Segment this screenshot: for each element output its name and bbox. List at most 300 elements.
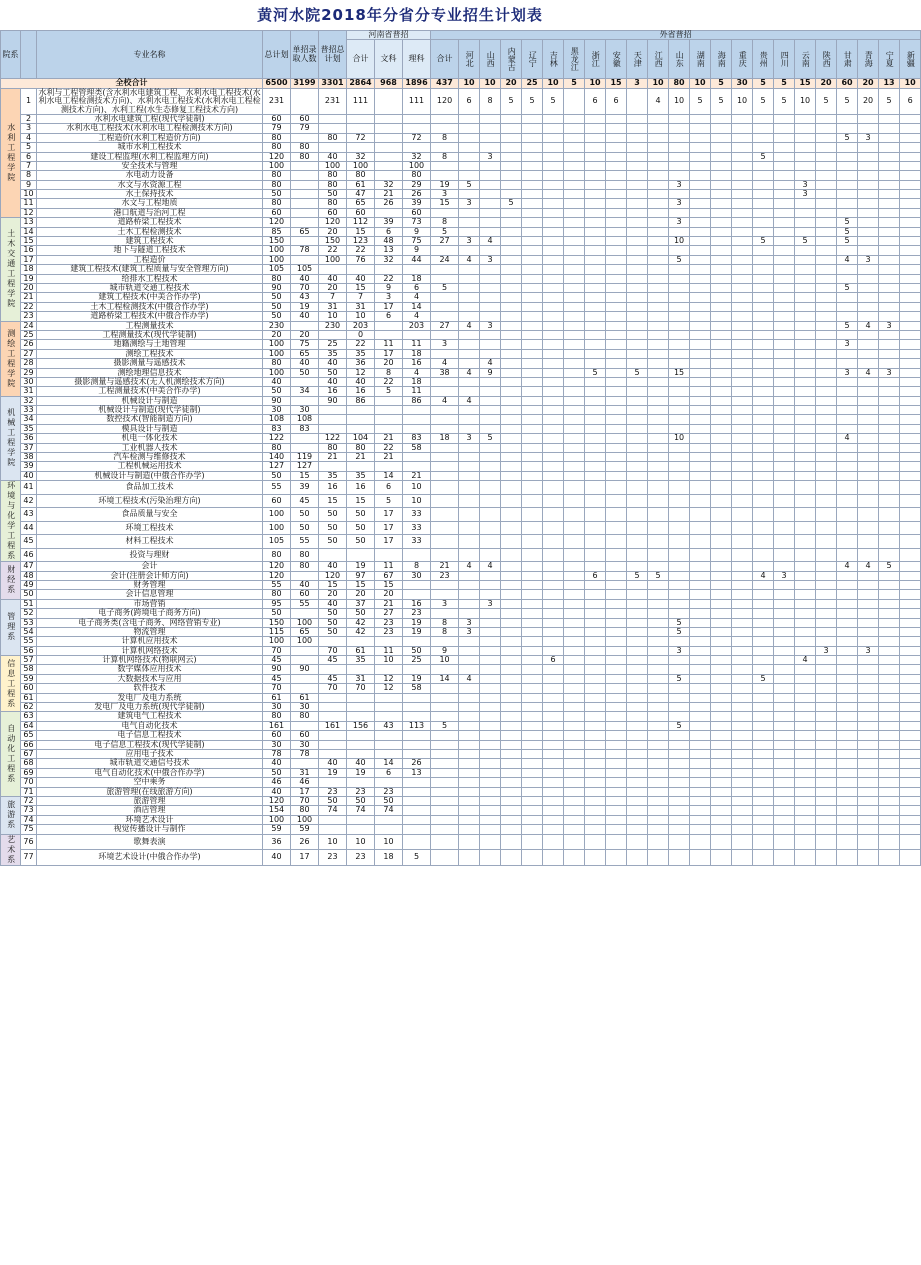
prov-3	[522, 368, 543, 377]
table-row	[1, 590, 921, 599]
row-index: 20	[21, 283, 37, 292]
major-name: 电子商务(跨境电子商务方向)	[37, 609, 263, 618]
prov-1	[480, 850, 501, 866]
out-total	[431, 731, 459, 740]
prov-3	[522, 825, 543, 834]
out-total	[431, 406, 459, 415]
prov-2	[501, 508, 522, 522]
prov-15	[774, 387, 795, 396]
henan-0: 35	[347, 656, 375, 665]
prov-7	[606, 133, 627, 142]
prov-20	[879, 124, 900, 133]
prov-11	[690, 674, 711, 683]
prov-8	[627, 759, 648, 768]
row-index: 51	[21, 599, 37, 608]
total-plan: 60	[263, 494, 291, 508]
henan-0: 50	[347, 508, 375, 522]
prov-10	[669, 656, 690, 665]
prov-20	[879, 580, 900, 589]
major-name: 计算机网络技术(物联网云)	[37, 656, 263, 665]
prov-12	[711, 815, 732, 824]
henan-1: 22	[375, 377, 403, 386]
prov-19	[858, 274, 879, 283]
header-province-13: 重庆	[732, 40, 753, 79]
general-plan	[319, 265, 347, 274]
prov-21	[900, 508, 921, 522]
prov-11	[690, 609, 711, 618]
prov-2	[501, 143, 522, 152]
prov-2	[501, 255, 522, 264]
henan-0: 23	[347, 787, 375, 796]
prov-20	[879, 481, 900, 495]
henan-2: 18	[403, 274, 431, 283]
table-row	[1, 834, 921, 850]
prov-18	[837, 806, 858, 815]
prov-3	[522, 665, 543, 674]
table-row	[1, 171, 921, 180]
prov-6	[585, 387, 606, 396]
prov-18	[837, 521, 858, 535]
prov-9	[648, 815, 669, 824]
prov-16	[795, 481, 816, 495]
prov-2	[501, 359, 522, 368]
prov-4	[543, 665, 564, 674]
henan-1: 11	[375, 562, 403, 571]
prov-17	[816, 321, 837, 330]
table-row	[1, 434, 921, 443]
henan-0: 42	[347, 627, 375, 636]
prov-0	[459, 508, 480, 522]
enrollment-plan-table	[0, 30, 921, 866]
prov-10	[669, 759, 690, 768]
prov-2	[501, 434, 522, 443]
henan-0: 16	[347, 387, 375, 396]
out-total: 3	[431, 340, 459, 349]
prov-8	[627, 693, 648, 702]
prov-16	[795, 396, 816, 405]
out-total	[431, 778, 459, 787]
prov-20	[879, 143, 900, 152]
prov-16	[795, 152, 816, 161]
prov-10	[669, 143, 690, 152]
prov-3	[522, 815, 543, 824]
out-total: 3	[431, 190, 459, 199]
major-name: 机械设计与制造	[37, 396, 263, 405]
prov-11	[690, 152, 711, 161]
prov-18	[837, 796, 858, 805]
prov-20	[879, 349, 900, 358]
prov-14	[753, 796, 774, 805]
prov-14: 5	[753, 674, 774, 683]
prov-0	[459, 684, 480, 693]
prov-3	[522, 114, 543, 123]
henan-1	[375, 825, 403, 834]
prov-21	[900, 283, 921, 292]
row-index: 18	[21, 265, 37, 274]
prov-8	[627, 283, 648, 292]
out-total	[431, 768, 459, 777]
row-index: 68	[21, 759, 37, 768]
prov-12	[711, 415, 732, 424]
henan-1: 11	[375, 340, 403, 349]
prov-17	[816, 152, 837, 161]
prov-1	[480, 627, 501, 636]
prov-13	[732, 627, 753, 636]
prov-6	[585, 806, 606, 815]
out-total	[431, 637, 459, 646]
prov-17	[816, 312, 837, 321]
prov-13	[732, 796, 753, 805]
prov-5	[564, 778, 585, 787]
prov-4	[543, 443, 564, 452]
henan-2	[403, 665, 431, 674]
summary-total: 6500	[263, 79, 291, 88]
table-row	[1, 124, 921, 133]
header-province-5: 黑龙江	[564, 40, 585, 79]
total-plan: 55	[263, 481, 291, 495]
henan-1	[375, 152, 403, 161]
prov-16: 3	[795, 180, 816, 189]
prov-0: 4	[459, 368, 480, 377]
prov-9	[648, 246, 669, 255]
prov-16	[795, 161, 816, 170]
row-index: 35	[21, 424, 37, 433]
header-henan-1: 文科	[375, 40, 403, 79]
general-plan: 23	[319, 787, 347, 796]
prov-4	[543, 114, 564, 123]
prov-6	[585, 321, 606, 330]
prov-12	[711, 208, 732, 217]
prov-21	[900, 521, 921, 535]
prov-17	[816, 387, 837, 396]
general-plan: 35	[319, 471, 347, 480]
prov-7	[606, 237, 627, 246]
header-province-10: 山东	[669, 40, 690, 79]
major-name: 建筑工程技术(建筑工程质量与安全管理方向)	[37, 265, 263, 274]
prov-7	[606, 521, 627, 535]
prov-21	[900, 208, 921, 217]
prov-17	[816, 124, 837, 133]
prov-4	[543, 171, 564, 180]
prov-3	[522, 609, 543, 618]
prov-7	[606, 434, 627, 443]
prov-6	[585, 703, 606, 712]
prov-7	[606, 359, 627, 368]
prov-4	[543, 759, 564, 768]
prov-5	[564, 787, 585, 796]
prov-17: 5	[816, 88, 837, 114]
henan-2: 19	[403, 627, 431, 636]
prov-1: 9	[480, 368, 501, 377]
henan-0: 37	[347, 599, 375, 608]
prov-6	[585, 255, 606, 264]
prov-13	[732, 199, 753, 208]
prov-17	[816, 330, 837, 339]
general-plan	[319, 731, 347, 740]
prov-15	[774, 180, 795, 189]
prov-2	[501, 377, 522, 386]
prov-21	[900, 152, 921, 161]
henan-1: 13	[375, 246, 403, 255]
single-enroll: 50	[291, 508, 319, 522]
prov-9	[648, 778, 669, 787]
prov-0	[459, 293, 480, 302]
prov-21	[900, 180, 921, 189]
prov-13	[732, 396, 753, 405]
prov-20	[879, 815, 900, 824]
prov-13	[732, 434, 753, 443]
prov-0	[459, 283, 480, 292]
prov-13	[732, 302, 753, 311]
prov-4: 5	[543, 88, 564, 114]
prov-20	[879, 312, 900, 321]
general-plan: 50	[319, 618, 347, 627]
prov-8	[627, 443, 648, 452]
prov-18	[837, 114, 858, 123]
prov-7	[606, 227, 627, 236]
total-plan: 80	[263, 143, 291, 152]
prov-18	[837, 825, 858, 834]
prov-0	[459, 535, 480, 549]
prov-2	[501, 815, 522, 824]
major-name: 市场营销	[37, 599, 263, 608]
single-enroll: 55	[291, 599, 319, 608]
table-row	[1, 778, 921, 787]
prov-8	[627, 796, 648, 805]
prov-8	[627, 246, 648, 255]
henan-0: 0	[347, 330, 375, 339]
prov-15	[774, 312, 795, 321]
prov-16	[795, 759, 816, 768]
prov-1	[480, 580, 501, 589]
prov-18	[837, 665, 858, 674]
prov-4	[543, 237, 564, 246]
prov-12	[711, 721, 732, 730]
prov-17	[816, 740, 837, 749]
prov-14	[753, 143, 774, 152]
prov-5	[564, 609, 585, 618]
prov-19	[858, 406, 879, 415]
general-plan: 230	[319, 321, 347, 330]
prov-10	[669, 494, 690, 508]
prov-16	[795, 825, 816, 834]
department-cell: 机械工程学院	[1, 396, 21, 481]
prov-11	[690, 396, 711, 405]
prov-2	[501, 535, 522, 549]
prov-12	[711, 656, 732, 665]
single-enroll: 55	[291, 535, 319, 549]
prov-5	[564, 443, 585, 452]
prov-3	[522, 796, 543, 805]
prov-16	[795, 199, 816, 208]
prov-16	[795, 453, 816, 462]
prov-10	[669, 850, 690, 866]
prov-0	[459, 302, 480, 311]
single-enroll: 59	[291, 825, 319, 834]
prov-12	[711, 850, 732, 866]
prov-12	[711, 114, 732, 123]
henan-1	[375, 548, 403, 562]
single-enroll	[291, 218, 319, 227]
prov-9	[648, 759, 669, 768]
prov-12	[711, 368, 732, 377]
prov-13	[732, 114, 753, 123]
prov-19	[858, 434, 879, 443]
prov-17	[816, 580, 837, 589]
prov-20	[879, 494, 900, 508]
prov-2	[501, 759, 522, 768]
out-total: 8	[431, 627, 459, 636]
prov-15	[774, 627, 795, 636]
prov-9	[648, 637, 669, 646]
general-plan: 50	[319, 609, 347, 618]
prov-9	[648, 143, 669, 152]
prov-4	[543, 246, 564, 255]
prov-14	[753, 293, 774, 302]
henan-0: 80	[347, 443, 375, 452]
prov-8	[627, 424, 648, 433]
prov-3	[522, 571, 543, 580]
prov-15	[774, 114, 795, 123]
prov-13	[732, 340, 753, 349]
prov-12	[711, 471, 732, 480]
row-index: 71	[21, 787, 37, 796]
prov-3	[522, 415, 543, 424]
prov-17	[816, 471, 837, 480]
general-plan: 15	[319, 494, 347, 508]
prov-4	[543, 218, 564, 227]
henan-0	[347, 637, 375, 646]
summary-prov-7: 15	[606, 79, 627, 88]
prov-19	[858, 508, 879, 522]
header-province-21: 新疆	[900, 40, 921, 79]
prov-12	[711, 768, 732, 777]
prov-12	[711, 265, 732, 274]
prov-3	[522, 406, 543, 415]
prov-5	[564, 674, 585, 683]
prov-2: 5	[501, 88, 522, 114]
row-index: 32	[21, 396, 37, 405]
prov-16	[795, 208, 816, 217]
henan-1	[375, 265, 403, 274]
prov-18: 3	[837, 368, 858, 377]
prov-1	[480, 548, 501, 562]
prov-0: 3	[459, 618, 480, 627]
total-plan: 120	[263, 152, 291, 161]
prov-10	[669, 349, 690, 358]
prov-20	[879, 548, 900, 562]
prov-13	[732, 368, 753, 377]
prov-0	[459, 796, 480, 805]
prov-5	[564, 190, 585, 199]
major-name: 食品质量与安全	[37, 508, 263, 522]
prov-15	[774, 521, 795, 535]
prov-17	[816, 246, 837, 255]
prov-10	[669, 246, 690, 255]
prov-18	[837, 740, 858, 749]
prov-17	[816, 815, 837, 824]
total-plan: 70	[263, 646, 291, 655]
prov-5	[564, 703, 585, 712]
prov-13	[732, 152, 753, 161]
table-row	[1, 88, 921, 114]
prov-19	[858, 731, 879, 740]
prov-6	[585, 637, 606, 646]
prov-4	[543, 721, 564, 730]
prov-16	[795, 171, 816, 180]
prov-5	[564, 180, 585, 189]
prov-12	[711, 377, 732, 386]
table-row	[1, 731, 921, 740]
prov-18: 5	[837, 321, 858, 330]
prov-20	[879, 590, 900, 599]
prov-10	[669, 471, 690, 480]
major-name: 电子商务类(含电子商务、网络营销专业)	[37, 618, 263, 627]
general-plan: 80	[319, 133, 347, 142]
out-total	[431, 590, 459, 599]
general-plan	[319, 637, 347, 646]
total-plan: 80	[263, 443, 291, 452]
prov-19	[858, 618, 879, 627]
prov-19	[858, 693, 879, 702]
prov-0	[459, 453, 480, 462]
henan-0: 50	[347, 609, 375, 618]
single-enroll: 83	[291, 424, 319, 433]
total-plan: 95	[263, 599, 291, 608]
prov-10	[669, 637, 690, 646]
prov-19	[858, 494, 879, 508]
prov-7	[606, 535, 627, 549]
prov-7	[606, 302, 627, 311]
prov-17: 3	[816, 646, 837, 655]
prov-9	[648, 387, 669, 396]
prov-9	[648, 494, 669, 508]
prov-12	[711, 340, 732, 349]
prov-19	[858, 590, 879, 599]
henan-0	[347, 114, 375, 123]
henan-0	[347, 815, 375, 824]
prov-17	[816, 571, 837, 580]
prov-15	[774, 415, 795, 424]
prov-9	[648, 152, 669, 161]
henan-2: 33	[403, 535, 431, 549]
prov-15	[774, 703, 795, 712]
prov-10: 15	[669, 368, 690, 377]
prov-14	[753, 387, 774, 396]
row-index: 70	[21, 778, 37, 787]
prov-2	[501, 152, 522, 161]
prov-10	[669, 124, 690, 133]
prov-12	[711, 406, 732, 415]
prov-18	[837, 684, 858, 693]
henan-1: 17	[375, 508, 403, 522]
general-plan: 31	[319, 302, 347, 311]
prov-11	[690, 190, 711, 199]
table-row	[1, 152, 921, 161]
single-enroll: 60	[291, 731, 319, 740]
prov-4	[543, 768, 564, 777]
prov-11	[690, 508, 711, 522]
general-plan: 122	[319, 434, 347, 443]
prov-21	[900, 731, 921, 740]
out-total: 24	[431, 255, 459, 264]
total-plan: 108	[263, 415, 291, 424]
prov-2	[501, 609, 522, 618]
henan-1: 14	[375, 759, 403, 768]
total-plan: 79	[263, 124, 291, 133]
prov-20	[879, 330, 900, 339]
prov-14	[753, 255, 774, 264]
